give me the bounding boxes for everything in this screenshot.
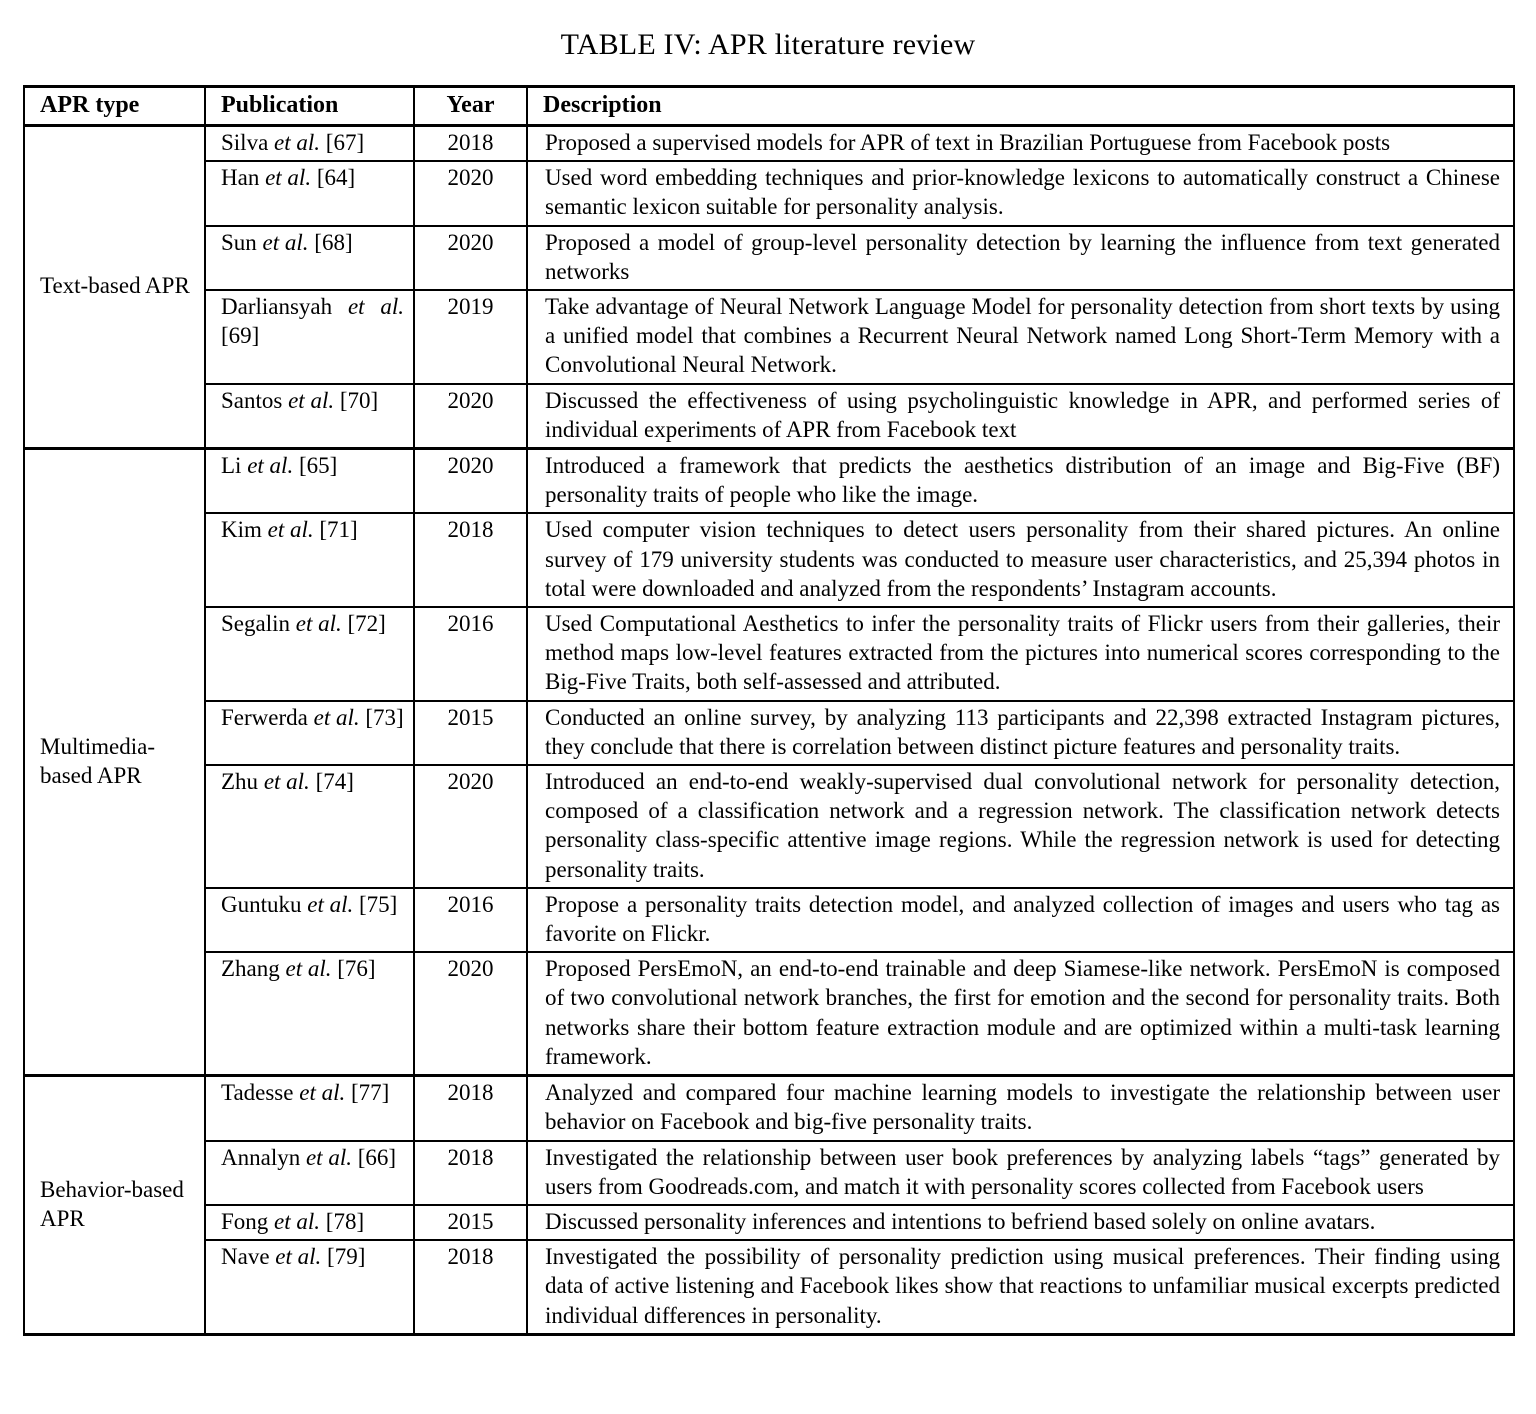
et-al-label: et al.: [262, 229, 309, 255]
et-al-label: et al.: [247, 453, 294, 479]
citation-ref: [64]: [316, 165, 356, 191]
citation-ref: [70]: [339, 387, 379, 413]
citation-ref: [67]: [325, 130, 365, 155]
table-row: [24, 384, 1514, 449]
publication-author: Kim: [221, 517, 262, 543]
description-cell: Introduced a framework that predicts the aesthetics distribution of an image and Big-Five (BF) personality traits of people who like the image.: [527, 449, 1514, 514]
publication-cell: [205, 513, 414, 607]
et-al-label: et al.: [263, 769, 310, 795]
year-cell: 2019: [414, 290, 527, 384]
et-al-label: et al.: [288, 387, 335, 413]
et-al-label: et al.: [313, 704, 360, 730]
table-row: [24, 1240, 1514, 1334]
publication-author: Zhu: [221, 769, 259, 795]
column-header-publication: Publication: [205, 87, 414, 126]
publication-cell: [205, 290, 414, 384]
table-row: [24, 290, 1514, 384]
publication-author: Sun: [221, 229, 257, 255]
table-caption: TABLE IV: APR literature review: [560, 28, 976, 61]
citation-ref: [66]: [357, 1144, 397, 1170]
year-cell: 2018: [414, 1076, 527, 1141]
table-row: [24, 1076, 1514, 1141]
year-cell: 2020: [414, 765, 527, 888]
year-cell: 2020: [414, 161, 527, 225]
publication-author: Darliansyah: [221, 294, 333, 320]
year-cell: 2018: [414, 126, 527, 162]
description-cell: Discussed personality inferences and intentions to befriend based solely on online avatars.: [527, 1205, 1514, 1240]
description-cell: Used word embedding techniques and prior-knowledge lexicons to automatically construct a Chinese semantic lexicon suitable for personality analysis.: [527, 161, 1514, 225]
year-cell: 2015: [414, 1205, 527, 1240]
publication-cell: [205, 1205, 414, 1240]
description-cell: Analyzed and compared four machine learning models to investigate the relationship between user behavior on Facebook and big-five personality traits.: [527, 1076, 1514, 1141]
et-al-label: et al.: [274, 130, 321, 155]
publication-cell: [205, 952, 414, 1075]
publication-cell: [205, 888, 414, 952]
description-cell: Investigated the possibility of personality prediction using musical preferences. Their finding using data of active listening and Facebook likes show that reactions to unfamiliar musical excerpts predicted individual differences in personality.: [527, 1240, 1514, 1334]
year-cell: 2020: [414, 952, 527, 1075]
description-cell: Investigated the relationship between user book preferences by analyzing labels “tags” generated by users from Goodreads.com, and match it with personality scores collected from Facebook users: [527, 1141, 1514, 1205]
table-row: [24, 952, 1514, 1075]
et-al-label: et al.: [299, 1080, 346, 1106]
year-cell: 2018: [414, 1240, 527, 1334]
et-al-label: et al.: [275, 1244, 322, 1270]
year-cell: 2020: [414, 384, 527, 449]
table-row: [24, 701, 1514, 765]
table-row: [24, 607, 1514, 701]
table-row: [24, 449, 1514, 514]
publication-cell: [205, 126, 414, 162]
et-al-label: et al.: [295, 611, 342, 637]
publication-cell: [205, 1240, 414, 1334]
citation-ref: [74]: [315, 769, 354, 795]
column-header-apr-type: APR type: [24, 87, 205, 126]
publication-author: Guntuku: [221, 891, 302, 917]
citation-ref: [73]: [365, 704, 404, 730]
citation-ref: [77]: [350, 1080, 390, 1106]
table-row: [24, 888, 1514, 952]
publication-author: Ferwerda: [221, 704, 308, 730]
publication-author: Segalin: [221, 611, 290, 637]
apr-type-cell: Text-based APR: [24, 126, 205, 449]
publication-cell: [205, 226, 414, 290]
header-row: [24, 87, 1514, 126]
table-row: [24, 765, 1514, 888]
year-cell: 2020: [414, 449, 527, 514]
publication-author: Annalyn: [221, 1144, 301, 1170]
year-cell: 2020: [414, 226, 527, 290]
citation-ref: [79]: [327, 1244, 366, 1270]
literature-review-table: [23, 85, 1515, 1336]
publication-cell: [205, 765, 414, 888]
citation-ref: [68]: [314, 229, 353, 255]
table-row: [24, 1205, 1514, 1240]
apr-type-cell: Behavior-based APR: [24, 1076, 205, 1335]
column-header-year: Year: [414, 87, 527, 126]
year-cell: 2018: [414, 1141, 527, 1205]
table-body: [24, 126, 1514, 1335]
description-cell: Introduced an end-to-end weakly-supervised dual convolutional network for personality detection, composed of a classification network and a regression network. The classification network detects personality class-specific attentive image regions. While the regression network is used for detecting personality traits.: [527, 765, 1514, 888]
publication-cell: [205, 1141, 414, 1205]
table-row: [24, 126, 1514, 162]
publication-author: Silva: [221, 130, 269, 155]
year-cell: 2016: [414, 607, 527, 701]
publication-cell: [205, 384, 414, 449]
year-cell: 2016: [414, 888, 527, 952]
publication-author: Li: [221, 453, 242, 479]
publication-author: Tadesse: [221, 1080, 294, 1106]
publication-cell: [205, 701, 414, 765]
et-al-label: et al.: [267, 517, 314, 543]
year-cell: 2015: [414, 701, 527, 765]
citation-ref: [65]: [298, 453, 338, 479]
publication-author: Nave: [221, 1244, 270, 1270]
description-cell: Take advantage of Neural Network Language Model for personality detection from short texts by using a unified model that combines a Recurrent Neural Network named Long Short-Term Memory with a Convolutional Neural Network.: [527, 290, 1514, 384]
description-cell: Used computer vision techniques to detect users personality from their shared pictures. An online survey of 179 university students was conducted to measure user characteristics, and 25,394 photos in total were downloaded and analyzed from the respondents’ Instagram accounts.: [527, 513, 1514, 607]
table-header: [24, 87, 1514, 126]
description-cell: Proposed a model of group-level personality detection by learning the influence from text generated networks: [527, 226, 1514, 290]
publication-cell: [205, 607, 414, 701]
year-cell: 2018: [414, 513, 527, 607]
description-cell: Propose a personality traits detection model, and analyzed collection of images and users who tag as favorite on Flickr.: [527, 888, 1514, 952]
description-cell: Proposed a supervised models for APR of text in Brazilian Portuguese from Facebook posts: [527, 126, 1514, 162]
publication-cell: [205, 161, 414, 225]
et-al-label: et al.: [285, 956, 332, 982]
table-row: [24, 1141, 1514, 1205]
et-al-label: et al.: [265, 165, 312, 191]
citation-ref: [71]: [319, 517, 358, 543]
citation-ref: [75]: [359, 891, 398, 917]
publication-author: Zhang: [221, 956, 280, 982]
citation-ref: [78]: [325, 1208, 365, 1234]
description-cell: Proposed PersEmoN, an end-to-end trainable and deep Siamese-like network. PersEmoN is composed of two convolutional network branches, the first for emotion and the second for personality traits. Both networks share their bottom feature extraction module and are optimized within a multi-task learning framework.: [527, 952, 1514, 1075]
publication-author: Han: [221, 165, 260, 191]
description-cell: Conducted an online survey, by analyzing 113 participants and 22,398 extracted Instagram pictures, they conclude that there is correlation between distinct picture features and personality traits.: [527, 701, 1514, 765]
publication-cell: [205, 1076, 414, 1141]
publication-author: Santos: [221, 387, 283, 413]
citation-ref: [72]: [347, 611, 386, 637]
description-cell: Discussed the effectiveness of using psycholinguistic knowledge in APR, and performed series of individual experiments of APR from Facebook text: [527, 384, 1514, 449]
publication-cell: [205, 449, 414, 514]
et-al-label: et al.: [274, 1208, 321, 1234]
publication-author: Fong: [221, 1208, 269, 1234]
et-al-label: et al.: [305, 1144, 352, 1170]
table-row: [24, 513, 1514, 607]
citation-ref: [69]: [221, 323, 260, 349]
description-cell: Used Computational Aesthetics to infer the personality traits of Flickr users from their galleries, their method maps low-level features extracted from the pictures into numerical scores corresponding to the Big-Five Traits, both self-assessed and attributed.: [527, 607, 1514, 701]
et-al-label: et al.: [307, 891, 354, 917]
table-row: [24, 161, 1514, 225]
citation-ref: [76]: [337, 956, 376, 982]
table-row: [24, 226, 1514, 290]
et-al-label: et al.: [347, 294, 404, 320]
column-header-description: Description: [527, 87, 1514, 126]
apr-type-cell: Multimedia-based APR: [24, 449, 205, 1076]
